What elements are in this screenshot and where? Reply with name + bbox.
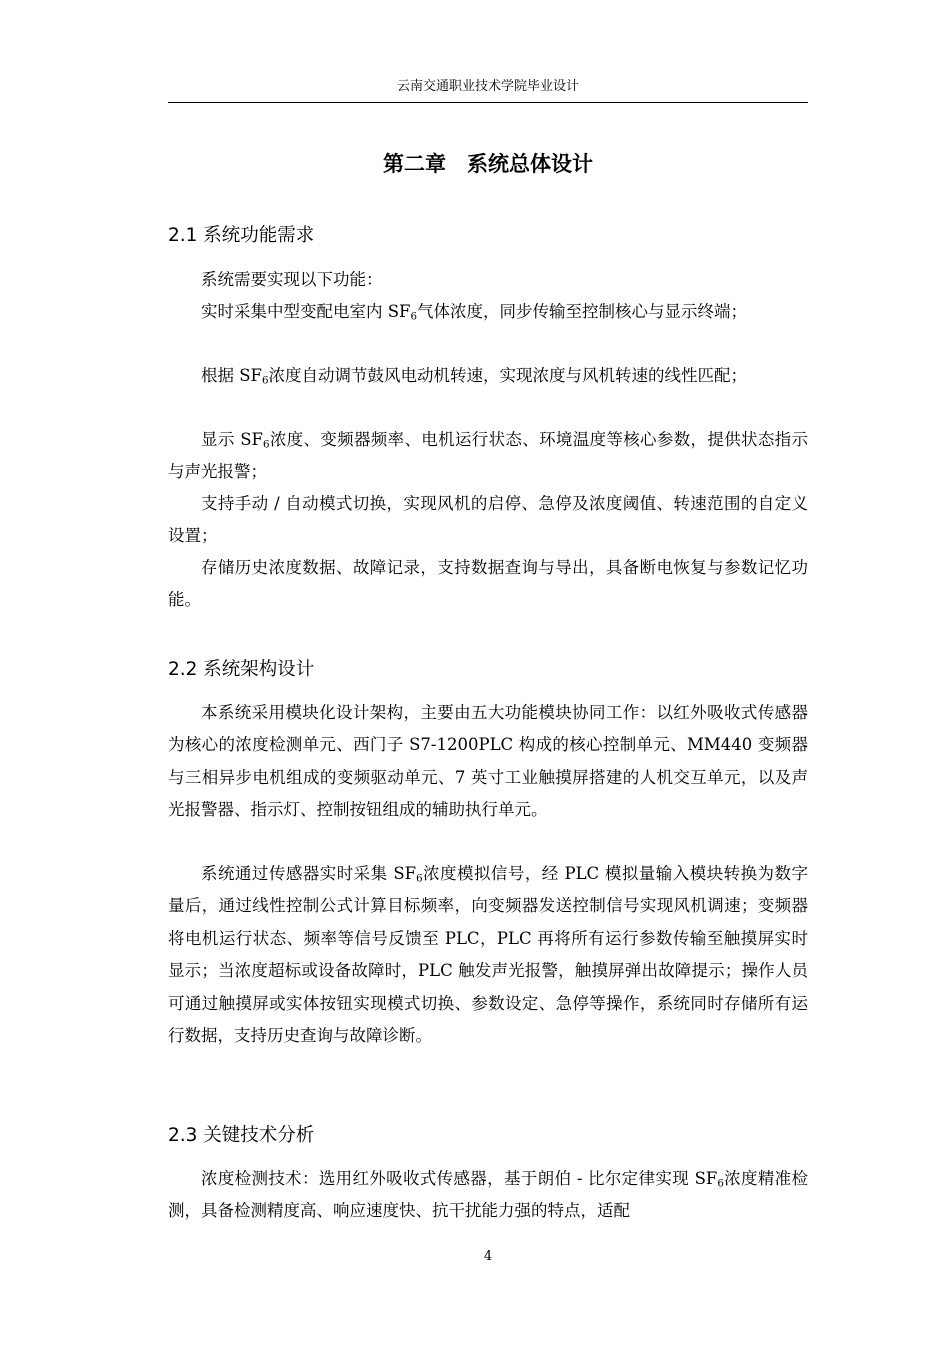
section-title-2-1: 2.1 系统功能需求 [168,225,315,246]
header-divider [168,102,808,103]
paragraph: 根据 $SF_6$浓度自动调节鼓风电动机转速，实现浓度与风机转速的线性匹配； [201,366,748,387]
page-header: 云南交通职业技术学院毕业设计 [396,79,579,94]
page-number: 4 [483,1249,493,1264]
chapter-title: 第二章 系统总体设计 [383,152,593,176]
paragraph: 存储历史浓度数据、故障记录，支持数据查询与导出，具备断电恢复与参数记忆功能。 [168,558,808,610]
paragraph: 实时采集中型变配电室内 $SF_6$气体浓度，同步传输至控制核心与显示终端； [201,302,748,323]
paragraph: 支持手动 / 自动模式切换，实现风机的启停、急停及浓度阈值、转速范围的自定义设置； [168,494,808,546]
paragraph: 显示 $SF_6$浓度、变频器频率、电机运行状态、环境温度等核心参数，提供状态指示与声光报警； [168,430,808,482]
paragraph: 系统需要实现以下功能： [201,270,383,289]
section-title-2-3: 2.3 关键技术分析 [168,1125,315,1146]
paragraph: 本系统采用模块化设计架构，主要由五大功能模块协同工作：以红外吸收式传感器为核心的浓度检测单元、西门子 S7-1200PLC 构成的核心控制单元、MM440 变频器与三相异步电机组成的变频驱动单元、7 英寸工业触摸屏搭建的人机交互单元，以及声光报警器、指示灯、控制按钮组成的辅助执行单元。 [168,703,808,820]
paragraph: 系统通过传感器实时采集 $SF_6$浓度模拟信号，经 PLC 模拟量输入模块转换为数字量后，通过线性控制公式计算目标频率，向变频器发送控制信号实现风机调速；变频器将电机运行状态、频率等信号反馈至 PLC，PLC 再将所有运行参数传输至触摸屏实时显示；当浓度超标或设备故障时，PLC 触发声光报警，触摸屏弹出故障提示；操作人员可通过触摸屏或实体按钮实现模式切换、参数设定、急停等操作，系统同时存储所有运行数据，支持历史查询与故障诊断。 [168,864,808,1046]
section-title-2-2: 2.2 系统架构设计 [168,659,315,680]
paragraph: 浓度检测技术：选用红外吸收式传感器，基于朗伯 - 比尔定律实现 $SF_6$浓度精准检测，具备检测精度高、响应速度快、抗干扰能力强的特点，适配 [168,1169,808,1221]
